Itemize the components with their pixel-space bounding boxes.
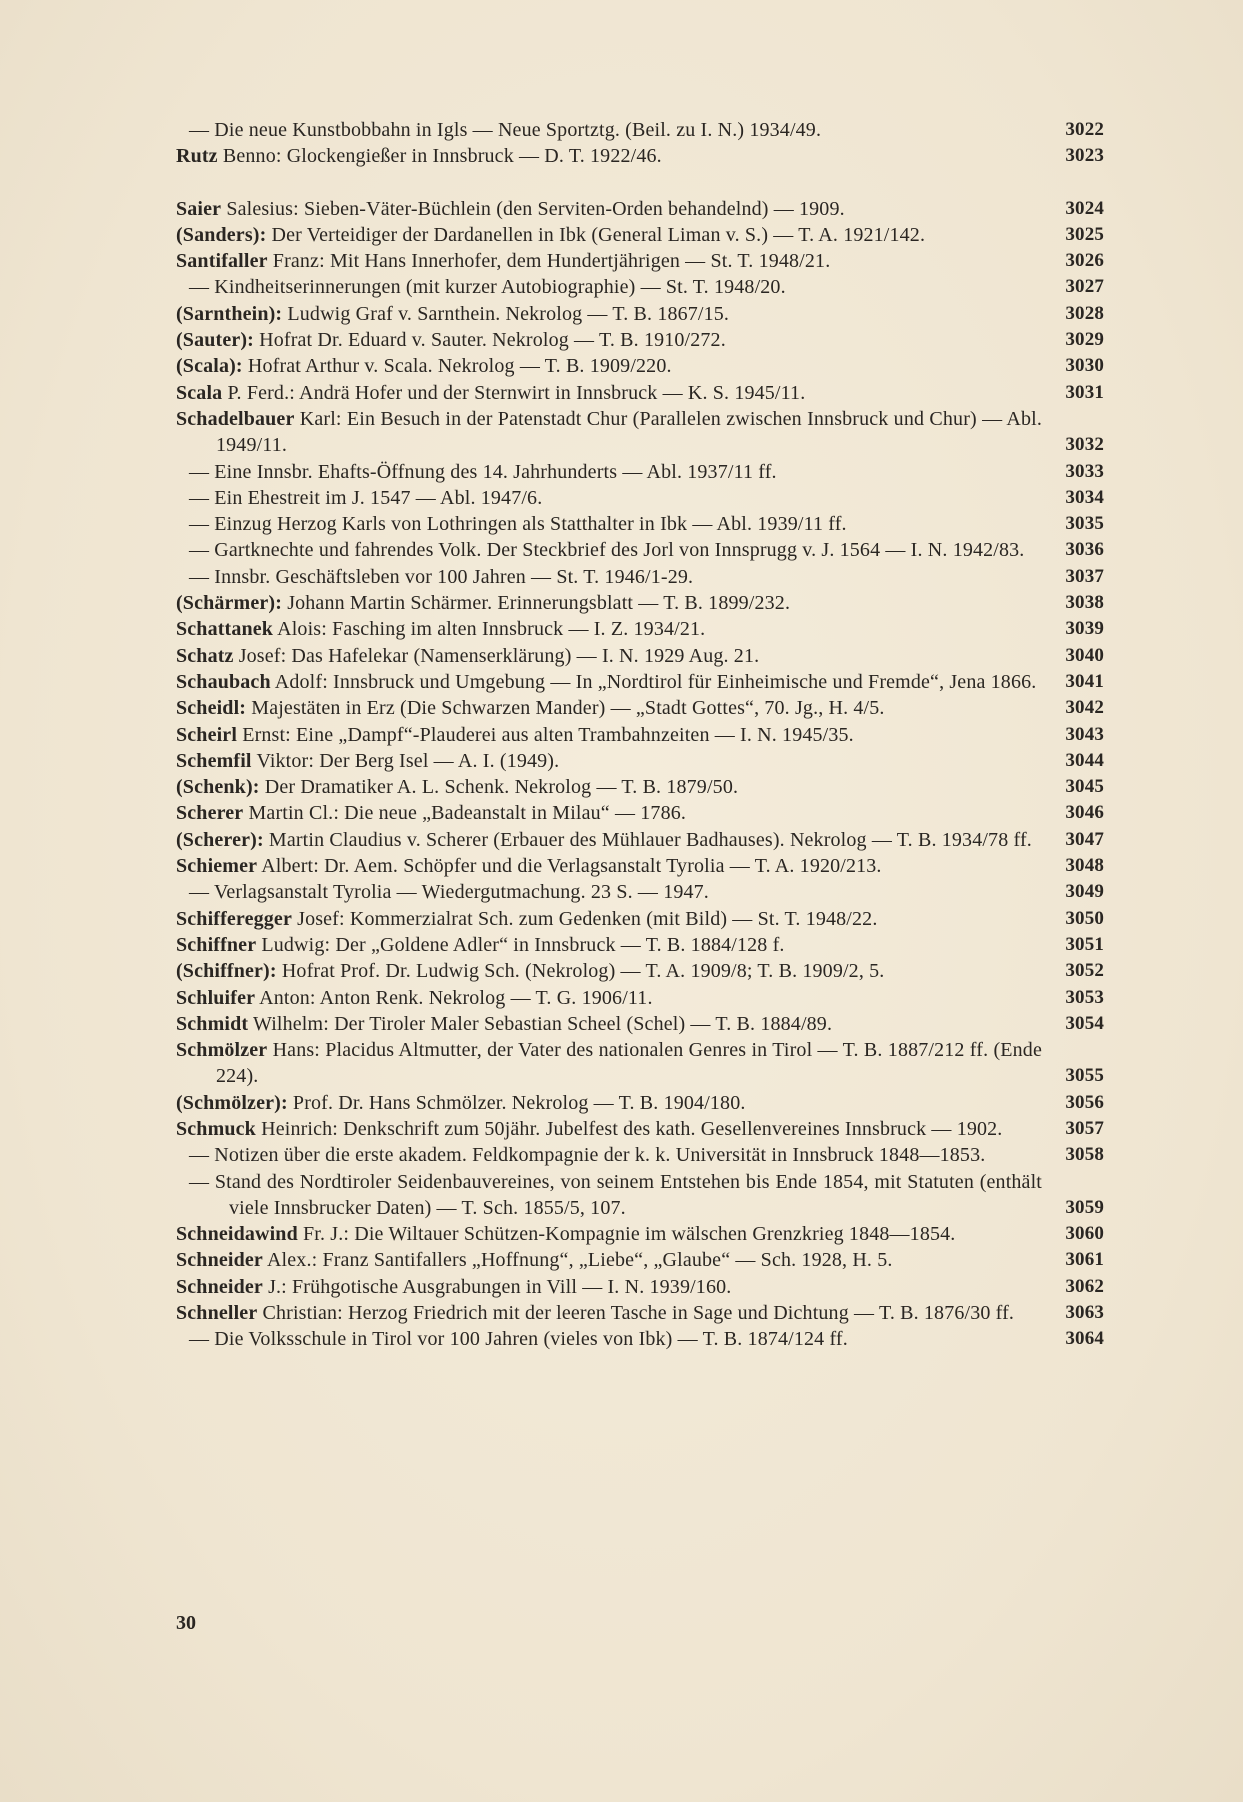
entry-body: J.: Frühgotische Ausgrabungen in Vill — I. N. 1939/160. (268, 1275, 732, 1298)
entry-number: 3044 (1065, 749, 1104, 771)
entry-number: 3047 (1065, 828, 1104, 850)
bibliography-entry (176, 1142, 1104, 1168)
bibliography-entry (176, 985, 1104, 1011)
entry-text (176, 1116, 1056, 1142)
entry-body: Salesius: Sieben-Väter-Büchlein (den Serviten-Orden behandelnd) — 1909. (226, 197, 845, 220)
bibliography-entry (176, 537, 1104, 563)
entry-number: 3056 (1065, 1091, 1104, 1113)
author-name: (Schmölzer): (176, 1091, 288, 1114)
author-name: Rutz (176, 145, 218, 168)
entry-number: 3035 (1065, 513, 1104, 535)
bibliography-entry (176, 906, 1104, 932)
author-name: Saier (176, 197, 222, 220)
entry-text (176, 800, 1056, 826)
entry-text (176, 537, 1056, 563)
bibliography-entry (176, 958, 1104, 984)
page-number: 30 (176, 1612, 196, 1634)
entry-body: — Kindheitserinnerungen (mit kurzer Autobiographie) — St. T. 1948/20. (189, 276, 786, 299)
entry-text (176, 643, 1056, 669)
entry-number: 3060 (1065, 1223, 1104, 1245)
entry-text (176, 774, 1056, 800)
entry-body: Hofrat Prof. Dr. Ludwig Sch. (Nekrolog) — T. A. 1909/8; T. B. 1909/2, 5. (281, 960, 885, 983)
bibliography-entry (176, 1037, 1104, 1090)
entry-text (176, 827, 1056, 853)
author-name: Schemfil (176, 749, 252, 772)
entry-body: Ernst: Eine „Dampf“-Plauderei aus alten Trambahnzeiten — I. N. 1945/35. (242, 723, 854, 746)
entry-number: 3059 (1065, 1196, 1104, 1218)
entry-text (176, 406, 1056, 459)
entry-body: Der Dramatiker A. L. Schenk. Nekrolog — T. B. 1879/50. (264, 776, 739, 799)
entry-text (176, 143, 1056, 169)
entry-text (176, 1037, 1056, 1090)
entry-text (176, 1011, 1056, 1037)
entry-body: Alex.: Franz Santifallers „Hoffnung“, „Liebe“, „Glaube“ — Sch. 1928, H. 5. (266, 1249, 893, 1272)
entry-number: 3031 (1065, 381, 1104, 403)
entry-text (176, 879, 1056, 905)
entry-body: Hofrat Arthur v. Scala. Nekrolog — T. B. 1909/220. (247, 355, 672, 378)
bibliography-entry (176, 564, 1104, 590)
entry-text (176, 301, 1056, 327)
bibliography-entry (176, 301, 1104, 327)
entry-text (176, 353, 1056, 379)
entry-number: 3033 (1065, 460, 1104, 482)
author-name: Schadelbauer (176, 407, 295, 430)
author-name: Schluifer (176, 986, 256, 1009)
author-name: (Sanders): (176, 223, 267, 246)
entry-body: Ludwig: Der „Goldene Adler“ in Innsbruck — T. B. 1884/128 f. (261, 933, 785, 956)
author-name: Schmidt (176, 1012, 249, 1035)
author-name: Schneider (176, 1275, 263, 1298)
author-name: Scheidl: (176, 697, 247, 720)
entry-number: 3039 (1065, 618, 1104, 640)
author-name: Schiemer (176, 855, 258, 878)
bibliography-entry (176, 1090, 1104, 1116)
author-name: Schmuck (176, 1117, 256, 1140)
entry-text (176, 748, 1056, 774)
bibliography-entry (176, 196, 1104, 222)
author-name: Santifaller (176, 250, 268, 273)
entry-text (176, 590, 1056, 616)
entry-number: 3045 (1065, 776, 1104, 798)
entry-number: 3040 (1065, 644, 1104, 666)
entry-number: 3025 (1065, 223, 1104, 245)
entry-text (176, 564, 1056, 590)
entry-body: Johann Martin Schärmer. Erinnerungsblatt — T. B. 1899/232. (287, 592, 791, 615)
entry-body: — Ein Ehestreit im J. 1547 — Abl. 1947/6. (189, 486, 543, 509)
bibliography-entry (176, 853, 1104, 879)
entry-body: Ludwig Graf v. Sarnthein. Nekrolog — T. B. 1867/15. (287, 302, 730, 325)
entry-number: 3063 (1065, 1302, 1104, 1324)
author-name: Schifferegger (176, 907, 292, 930)
bibliography-entry (176, 774, 1104, 800)
entry-body: Benno: Glockengießer in Innsbruck — D. T. 1922/46. (222, 145, 662, 168)
author-name: Schaubach (176, 670, 271, 693)
entry-number: 3026 (1065, 250, 1104, 272)
entry-text (176, 985, 1056, 1011)
entry-number: 3061 (1065, 1249, 1104, 1271)
author-name: Schneller (176, 1302, 258, 1325)
entry-text (176, 1274, 1056, 1300)
entry-number: 3032 (1065, 434, 1104, 456)
entry-body: Albert: Dr. Aem. Schöpfer und die Verlagsanstalt Tyrolia — T. A. 1920/213. (261, 855, 882, 878)
bibliography-entry (176, 1116, 1104, 1142)
entry-body: — Innsbr. Geschäftsleben vor 100 Jahren — St. T. 1946/1-29. (189, 565, 694, 588)
entry-text (176, 616, 1056, 642)
author-name: Schatz (176, 644, 234, 667)
author-name: Schmölzer (176, 1039, 268, 1062)
entry-text (176, 1300, 1056, 1326)
entry-body: Josef: Das Hafelekar (Namenserklärung) — I. N. 1929 Aug. 21. (238, 644, 760, 667)
bibliography-entry (176, 643, 1104, 669)
bibliography-list (176, 117, 1104, 1353)
bibliography-entry (176, 722, 1104, 748)
entry-number: 3043 (1065, 723, 1104, 745)
entry-body: Josef: Kommerzialrat Sch. zum Gedenken (mit Bild) — St. T. 1948/22. (297, 907, 878, 930)
entry-text (176, 958, 1056, 984)
bibliography-entry (176, 222, 1104, 248)
entry-text (176, 274, 1056, 300)
entry-text (176, 459, 1056, 485)
author-name: Scherer (176, 802, 244, 825)
bibliography-entry (176, 511, 1104, 537)
entry-body: Heinrich: Denkschrift zum 50jähr. Jubelfest des kath. Gesellenvereines Innsbruck — 1902. (261, 1117, 1003, 1140)
bibliography-entry (176, 800, 1104, 826)
entry-number: 3023 (1065, 145, 1104, 167)
bibliography-entry (176, 748, 1104, 774)
entry-number: 3038 (1065, 592, 1104, 614)
entry-text (176, 117, 1056, 143)
entry-body: Hofrat Dr. Eduard v. Sauter. Nekrolog — T. B. 1910/272. (259, 329, 726, 352)
entry-number: 3042 (1065, 697, 1104, 719)
entry-text (176, 906, 1056, 932)
bibliography-entry (176, 879, 1104, 905)
entry-number: 3046 (1065, 802, 1104, 824)
entry-number: 3029 (1065, 329, 1104, 351)
entry-number: 3037 (1065, 565, 1104, 587)
entry-text (176, 222, 1056, 248)
entry-text (176, 327, 1056, 353)
bibliography-entry (176, 485, 1104, 511)
entry-text (176, 511, 1056, 537)
entry-body: Martin Claudius v. Scherer (Erbauer des Mühlauer Badhauses). Nekrolog — T. B. 1934/78 ff. (268, 828, 1032, 851)
bibliography-entry (176, 459, 1104, 485)
entry-number: 3054 (1065, 1012, 1104, 1034)
entry-body: Prof. Dr. Hans Schmölzer. Nekrolog — T. B. 1904/180. (292, 1091, 746, 1114)
entry-text (176, 1090, 1056, 1116)
author-name: (Scherer): (176, 828, 264, 851)
author-name: Schneider (176, 1249, 263, 1272)
bibliography-entry (176, 1300, 1104, 1326)
entry-body: Der Verteidiger der Dardanellen in Ibk (General Liman v. S.) — T. A. 1921/142. (271, 223, 926, 246)
entry-text (176, 196, 1056, 222)
author-name: (Sauter): (176, 329, 254, 352)
entry-number: 3052 (1065, 960, 1104, 982)
entry-number: 3051 (1065, 933, 1104, 955)
bibliography-entry (176, 1011, 1104, 1037)
entry-body: P. Ferd.: Andrä Hofer und der Sternwirt in Innsbruck — K. S. 1945/11. (227, 381, 806, 404)
entry-body: Martin Cl.: Die neue „Badeanstalt in Milau“ — 1786. (248, 802, 687, 825)
entry-text (176, 1142, 1056, 1168)
entry-body: Wilhelm: Der Tiroler Maler Sebastian Scheel (Schel) — T. B. 1884/89. (252, 1012, 833, 1035)
bibliography-entry (176, 117, 1104, 143)
entry-body: — Verlagsanstalt Tyrolia — Wiedergutmachung. 23 S. — 1947. (189, 881, 709, 904)
entry-number: 3028 (1065, 302, 1104, 324)
entry-text (176, 485, 1056, 511)
entry-text (176, 932, 1056, 958)
entry-text (176, 248, 1056, 274)
bibliography-entry (176, 932, 1104, 958)
bibliography-entry (176, 1274, 1104, 1300)
entry-body: Majestäten in Erz (Die Schwarzen Mander) — „Stadt Gottes“, 70. Jg., H. 4/5. (251, 697, 885, 720)
author-name: Scala (176, 381, 223, 404)
entry-text (176, 722, 1056, 748)
author-name: (Schenk): (176, 776, 260, 799)
entry-text (176, 853, 1056, 879)
entry-body: — Gartknechte und fahrendes Volk. Der Steckbrief des Jorl von Innsprugg v. J. 1564 — I. N. 1942/83. (189, 539, 1025, 562)
bibliography-entry (176, 380, 1104, 406)
entry-body: — Stand des Nordtiroler Seidenbauvereines, von seinem Entstehen bis Ende 1854, mit Statuten (enthält viele Innsbrucker Daten) — T. Sch. 1855/5, 107. (189, 1170, 1042, 1219)
entry-text (176, 1221, 1056, 1247)
bibliography-entry (176, 274, 1104, 300)
entry-body: — Die Volksschule in Tirol vor 100 Jahren (vieles von Ibk) — T. B. 1874/124 ff. (189, 1328, 848, 1351)
entry-number: 3050 (1065, 907, 1104, 929)
bibliography-entry (176, 248, 1104, 274)
entry-number: 3053 (1065, 986, 1104, 1008)
entry-number: 3062 (1065, 1275, 1104, 1297)
entry-body: Christian: Herzog Friedrich mit der leeren Tasche in Sage und Dichtung — T. B. 1876/30 ff. (262, 1302, 1015, 1325)
bibliography-entry (176, 695, 1104, 721)
entry-body: — Eine Innsbr. Ehafts-Öffnung des 14. Jahrhunderts — Abl. 1937/11 ff. (189, 460, 777, 483)
entry-text (176, 695, 1056, 721)
entry-number: 3030 (1065, 355, 1104, 377)
bibliography-entry (176, 353, 1104, 379)
entry-body: — Einzug Herzog Karls von Lothringen als Statthalter in Ibk — Abl. 1939/11 ff. (189, 513, 847, 536)
entry-body: Franz: Mit Hans Innerhofer, dem Hundertjährigen — St. T. 1948/21. (272, 250, 831, 273)
entry-text (176, 1169, 1056, 1222)
author-name: (Sarnthein): (176, 302, 283, 325)
entry-body: — Die neue Kunstbobbahn in Igls — Neue Sportztg. (Beil. zu I. N.) 1934/49. (189, 119, 822, 141)
entry-body: Alois: Fasching im alten Innsbruck — I. Z. 1934/21. (277, 618, 706, 641)
bibliography-entry (176, 616, 1104, 642)
bibliography-entry (176, 327, 1104, 353)
author-name: (Schiffner): (176, 960, 277, 983)
entry-number: 3024 (1065, 197, 1104, 219)
bibliography-entry (176, 1247, 1104, 1273)
entry-body: Viktor: Der Berg Isel — A. I. (1949). (256, 749, 560, 772)
bibliography-entry (176, 1169, 1104, 1222)
entry-body: Anton: Anton Renk. Nekrolog — T. G. 1906/11. (259, 986, 653, 1009)
entry-body: — Notizen über die erste akadem. Feldkompagnie der k. k. Universität in Innsbruck 1848—1853. (189, 1144, 986, 1167)
entry-text (176, 1326, 1056, 1352)
entry-number: 3036 (1065, 539, 1104, 561)
bibliography-entry (176, 1326, 1104, 1352)
entry-text (176, 669, 1056, 695)
entry-number: 3057 (1065, 1117, 1104, 1139)
entry-text (176, 1247, 1056, 1273)
bibliography-entry (176, 590, 1104, 616)
author-name: (Scala): (176, 355, 243, 378)
entry-number: 3022 (1065, 119, 1104, 140)
entry-text (176, 380, 1056, 406)
entry-number: 3048 (1065, 855, 1104, 877)
bibliography-entry (176, 827, 1104, 853)
entry-number: 3041 (1065, 670, 1104, 692)
author-name: Schiffner (176, 933, 257, 956)
entry-body: Karl: Ein Besuch in der Patenstadt Chur (Parallelen zwischen Innsbruck und Chur) — Abl. 1949/11. (216, 407, 1042, 457)
entry-body: Adolf: Innsbruck und Umgebung — In „Nordtirol für Einheimische und Fremde“, Jena 1866. (274, 670, 1037, 693)
bibliography-entry (176, 143, 1104, 169)
author-name: Schattanek (176, 618, 274, 641)
author-name: Scheirl (176, 723, 238, 746)
bibliography-entry (176, 1221, 1104, 1247)
entry-number: 3049 (1065, 881, 1104, 903)
entry-body: Fr. J.: Die Wiltauer Schützen-Kompagnie im wälschen Grenzkrieg 1848—1854. (303, 1223, 956, 1246)
entry-number: 3034 (1065, 486, 1104, 508)
entry-number: 3058 (1065, 1144, 1104, 1166)
bibliography-entry (176, 669, 1104, 695)
entry-number: 3027 (1065, 276, 1104, 298)
entry-number: 3055 (1065, 1065, 1104, 1087)
bibliography-entry (176, 406, 1104, 459)
entry-number: 3064 (1065, 1328, 1104, 1350)
entry-body: Hans: Placidus Altmutter, der Vater des nationalen Genres in Tirol — T. B. 1887/212 ff. (Ende 224). (216, 1039, 1042, 1088)
author-name: (Schärmer): (176, 592, 283, 615)
author-name: Schneidawind (176, 1223, 298, 1246)
